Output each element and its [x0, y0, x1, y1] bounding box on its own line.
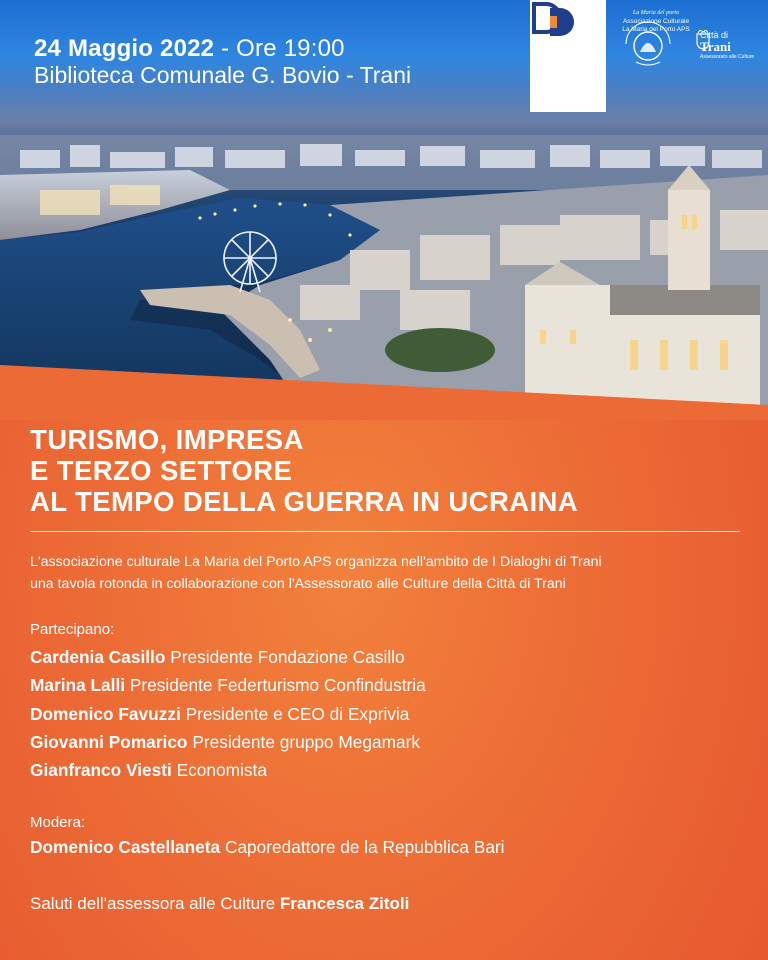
dialoghi-logo-icon [530, 0, 580, 40]
event-title [30, 424, 578, 517]
participant-item [30, 700, 426, 728]
participant-role: Presidente Fondazione Casillo [170, 647, 405, 667]
trani-name: Trani [700, 39, 731, 54]
trani-logo [696, 30, 760, 80]
assoc-script-text: La Maria del porto [632, 10, 680, 16]
diagonal-band [0, 360, 768, 420]
participant-role: Presidente Federturismo Confindustria [129, 675, 426, 696]
participant-item [30, 643, 426, 671]
participant-name: Giovanni Pomarico [30, 731, 188, 752]
moderator-line [30, 837, 505, 858]
participant-role: Presidente gruppo Megamark [192, 731, 420, 752]
intro-line-1: L'associazione culturale La Maria del Porto APS organizza nell'ambito de I Dialoghi di Trani [30, 554, 602, 570]
participant-item [30, 728, 426, 756]
participant-name: Domenico Favuzzi [30, 703, 181, 724]
trani-sub: Assessorato alle Culture [700, 54, 755, 60]
title-divider [30, 531, 740, 532]
assoc-logo [618, 10, 694, 114]
participant-role: Economista [176, 760, 267, 781]
event-venue: Biblioteca Comunale G. Bovio - Trani [34, 62, 412, 88]
intro-line-2: una tavola rotonda in collaborazione con l'Assessorato alle Culture della Città di Trani [30, 576, 566, 592]
moderator-label: Modera: [30, 814, 86, 831]
assoc-emblem-icon [618, 14, 678, 76]
assoc-caption-line1: Associazione Culturale [622, 18, 690, 25]
participant-name: Marina Lalli [30, 675, 126, 696]
greetings-line [30, 894, 409, 914]
trani-crest-icon [696, 30, 710, 50]
assoc-caption-line2: La Maria del Porto APS [622, 26, 690, 33]
title-line-3: AL TEMPO DELLA GUERRA IN UCRAINA [30, 486, 579, 517]
participants-list [30, 643, 426, 784]
event-date-time [34, 35, 345, 63]
participants-label: Partecipano: [30, 621, 115, 638]
intro-text [30, 551, 602, 595]
event-time: - Ore 19:00 [221, 35, 345, 62]
dialoghi-logo [530, 0, 606, 112]
participant-item [30, 756, 426, 784]
trani-citta: Città di [700, 30, 729, 40]
greetings-text: Saluti dell'assessora alle Culture [30, 894, 276, 913]
participant-name: Gianfranco Viesti [30, 760, 172, 781]
participant-name: Cardenia Casillo [30, 647, 166, 667]
event-date: 24 Maggio 2022 [34, 35, 215, 62]
moderator-role: Caporedattore de la Repubblica Bari [224, 837, 505, 857]
participant-role: Presidente e CEO di Exprivia [185, 703, 410, 724]
title-line-1: TURISMO, IMPRESA [30, 424, 304, 455]
greetings-name: Francesca Zitoli [279, 894, 410, 913]
moderator-name: Domenico Castellaneta [30, 837, 221, 857]
trani-city-photo [0, 0, 768, 405]
participant-item [30, 671, 426, 699]
title-line-2: E TERZO SETTORE [30, 455, 293, 486]
